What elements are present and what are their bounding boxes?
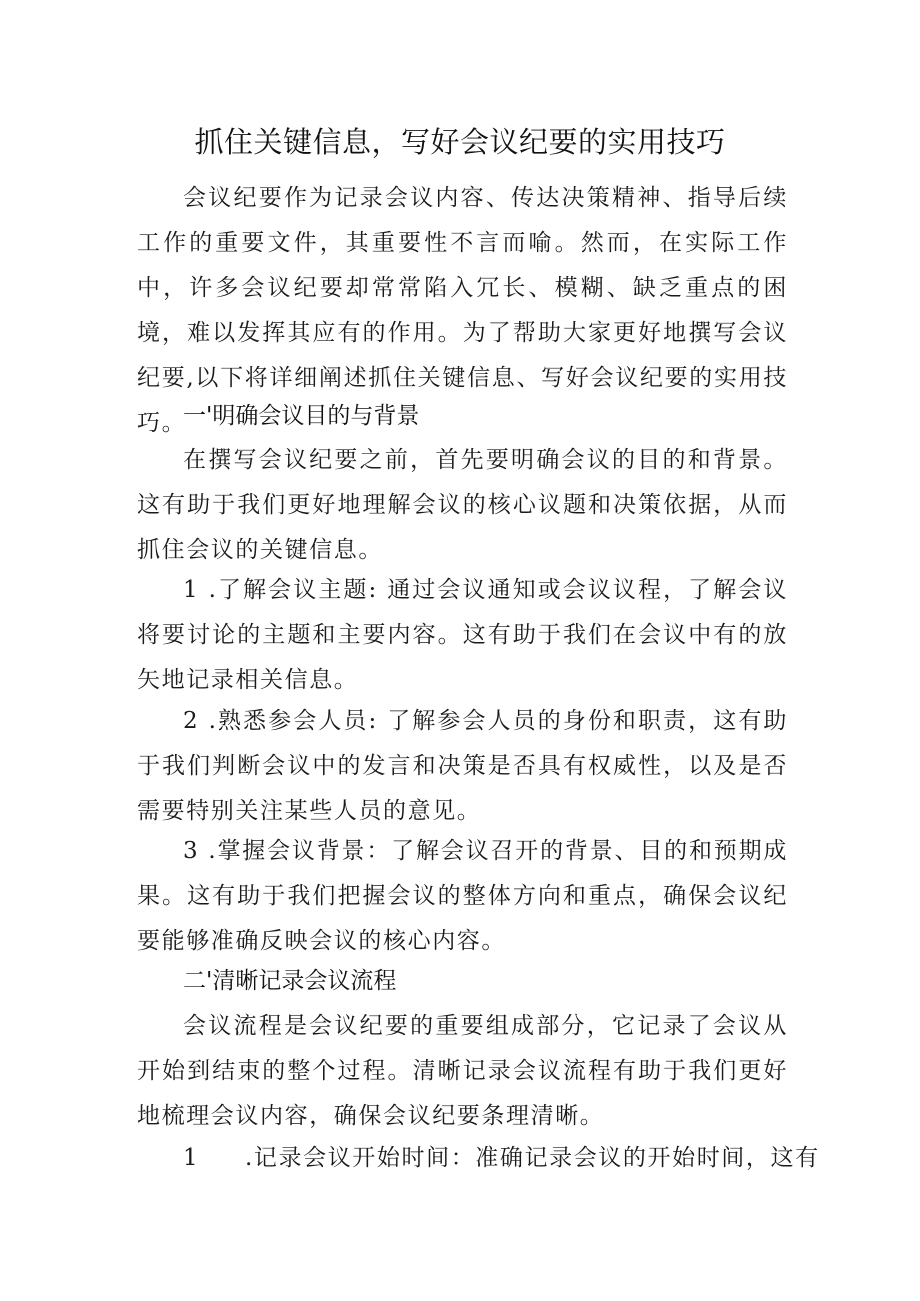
section-heading-1: 一'明确会议目的与背景 xyxy=(183,403,420,429)
document-title: 抓住关键信息，写好会议纪要的实用技巧 xyxy=(194,125,726,159)
section1-item-3: 3 .掌握会议背景：了解会议召开的背景、目的和预期成果。这有助于我们把握会议的整体方向和重点，确保会议纪要能够准确反映会议的核心内容。 xyxy=(137,838,788,954)
section1-lead-paragraph: 在撰写会议纪要之前，首先要明确会议的目的和背景。这有助于我们更好地理解会议的核心议题和决策依据，从而抓住会议的关键信息。 xyxy=(137,447,788,563)
section-heading-2: 二'清晰记录会议流程 xyxy=(183,968,397,994)
list-number: 1 xyxy=(183,1145,198,1171)
section1-item-1: 1 .了解会议主题: 通过会议通知或会议议程，了解会议将要讨论的主题和主要内容。这有助于我们在会议中有的放矢地记录相关信息。 xyxy=(137,577,788,693)
section1-item-2: 2 .熟悉参会人员: 了解参会人员的身份和职责，这有助于我们判断会议中的发言和决策是否具有权威性，以及是否需要特别关注某些人员的意见。 xyxy=(137,708,788,824)
intro-paragraph: 会议纪要作为记录会议内容、传达决策精神、指导后续工作的重要文件，其重要性不言而喻。然而，在实际工作中，许多会议纪要却常常陷入冗长、模糊、缺乏重点的困境，难以发挥其应有的作用。为了帮助大家更好地撰写会议纪要,以下将详细阐述抓住关键信息、写好会议纪要的实用技巧。 xyxy=(137,185,788,436)
list-item-text: .记录会议开始时间：准确记录会议的开始时间，这有 xyxy=(245,1145,820,1171)
section2-lead-paragraph: 会议流程是会议纪要的重要组成部分，它记录了会议从开始到结束的整个过程。清晰记录会议流程有助于我们更好地梳理会议内容，确保会议纪要条理清晰。 xyxy=(137,1013,788,1129)
